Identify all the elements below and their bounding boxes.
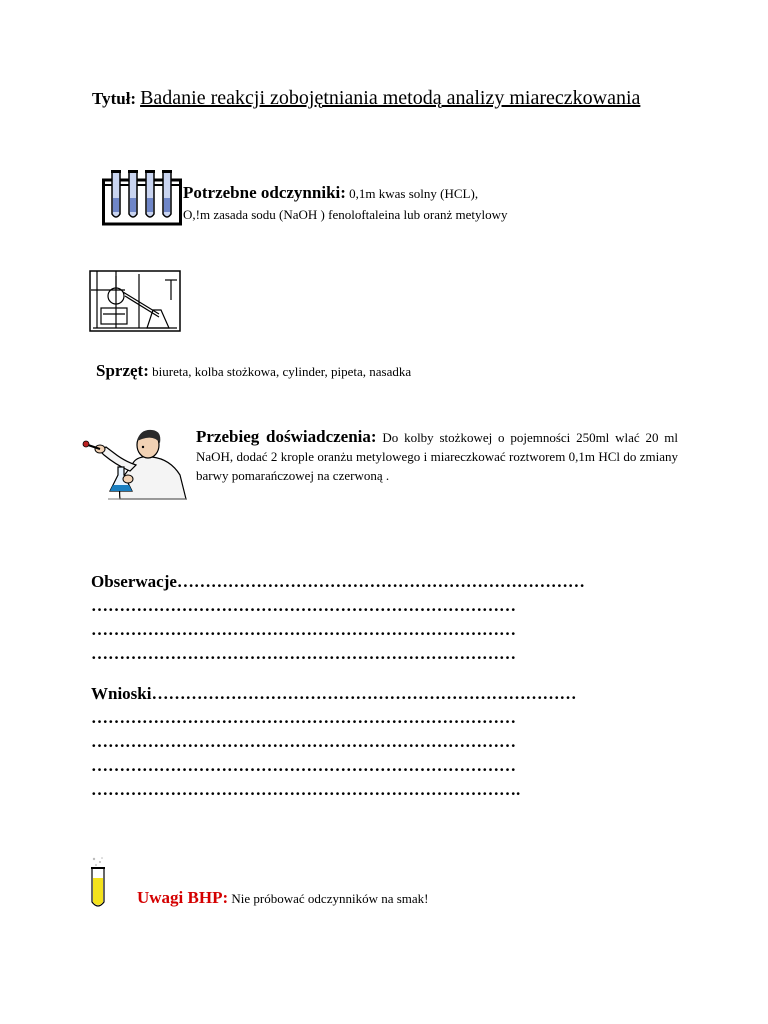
reagents-section [183,182,603,225]
title-label: Tytuł: [92,89,137,108]
equipment-heading: Sprzęt: [96,361,149,380]
conclusions-first-line [91,682,691,706]
reagents-line1: 0,1m kwas solny (HCL), [349,186,479,201]
observations-dots: ……………………………………………………………… [176,572,585,591]
observations-first-line [91,570,691,594]
reagents-heading: Potrzebne odczynniki: [183,183,346,202]
conclusions-label: Wnioski [91,684,152,703]
procedure-text: Do kolby stożkowej o pojemności 250ml wlać 20 ml NaOH, dodać 2 krople oranżu metylowego i miareczkować roztworem 0,1m HCl do zmiany barwy pomarańczowej na czerwoną . [196,430,678,483]
document-title [92,86,652,112]
safety-text: Nie próbować odczynników na smak! [231,891,429,906]
conclusions-dots: ………………………………………………………………… [151,684,577,703]
title-text: Badanie reakcji zobojętniania metodą analizy miareczkowania [140,87,641,109]
lab-apparatus-icon [89,270,181,332]
scientist-with-flask-icon [80,425,188,501]
observations-line: ………………………………………………………………… [91,596,516,615]
observations-label: Obserwacje [91,572,177,591]
conclusions-line: ………………………………………………………………… [91,756,516,775]
observations-line: ………………………………………………………………… [91,620,516,639]
equipment-text: biureta, kolba stożkowa, cylinder, pipeta, nasadka [152,364,412,379]
yellow-test-tube-icon [86,856,110,910]
conclusions-line: ………………………………………………………………… [91,708,516,727]
procedure-section [196,427,678,485]
safety-section [137,888,637,908]
observations-line: ………………………………………………………………… [91,644,516,663]
equipment-section [96,361,596,381]
test-tubes-rack-icon [102,168,182,226]
procedure-heading: Przebieg doświadczenia: [196,427,377,446]
conclusions-line: …………………………………………………………………. [91,780,521,799]
conclusions-line: ………………………………………………………………… [91,732,516,751]
observations-section [91,570,691,666]
conclusions-section [91,682,691,802]
safety-heading: Uwagi BHP: [137,888,229,907]
reagents-line2: O,!m zasada sodu (NaOH ) fenoloftaleina lub oranż metylowy [183,207,508,222]
